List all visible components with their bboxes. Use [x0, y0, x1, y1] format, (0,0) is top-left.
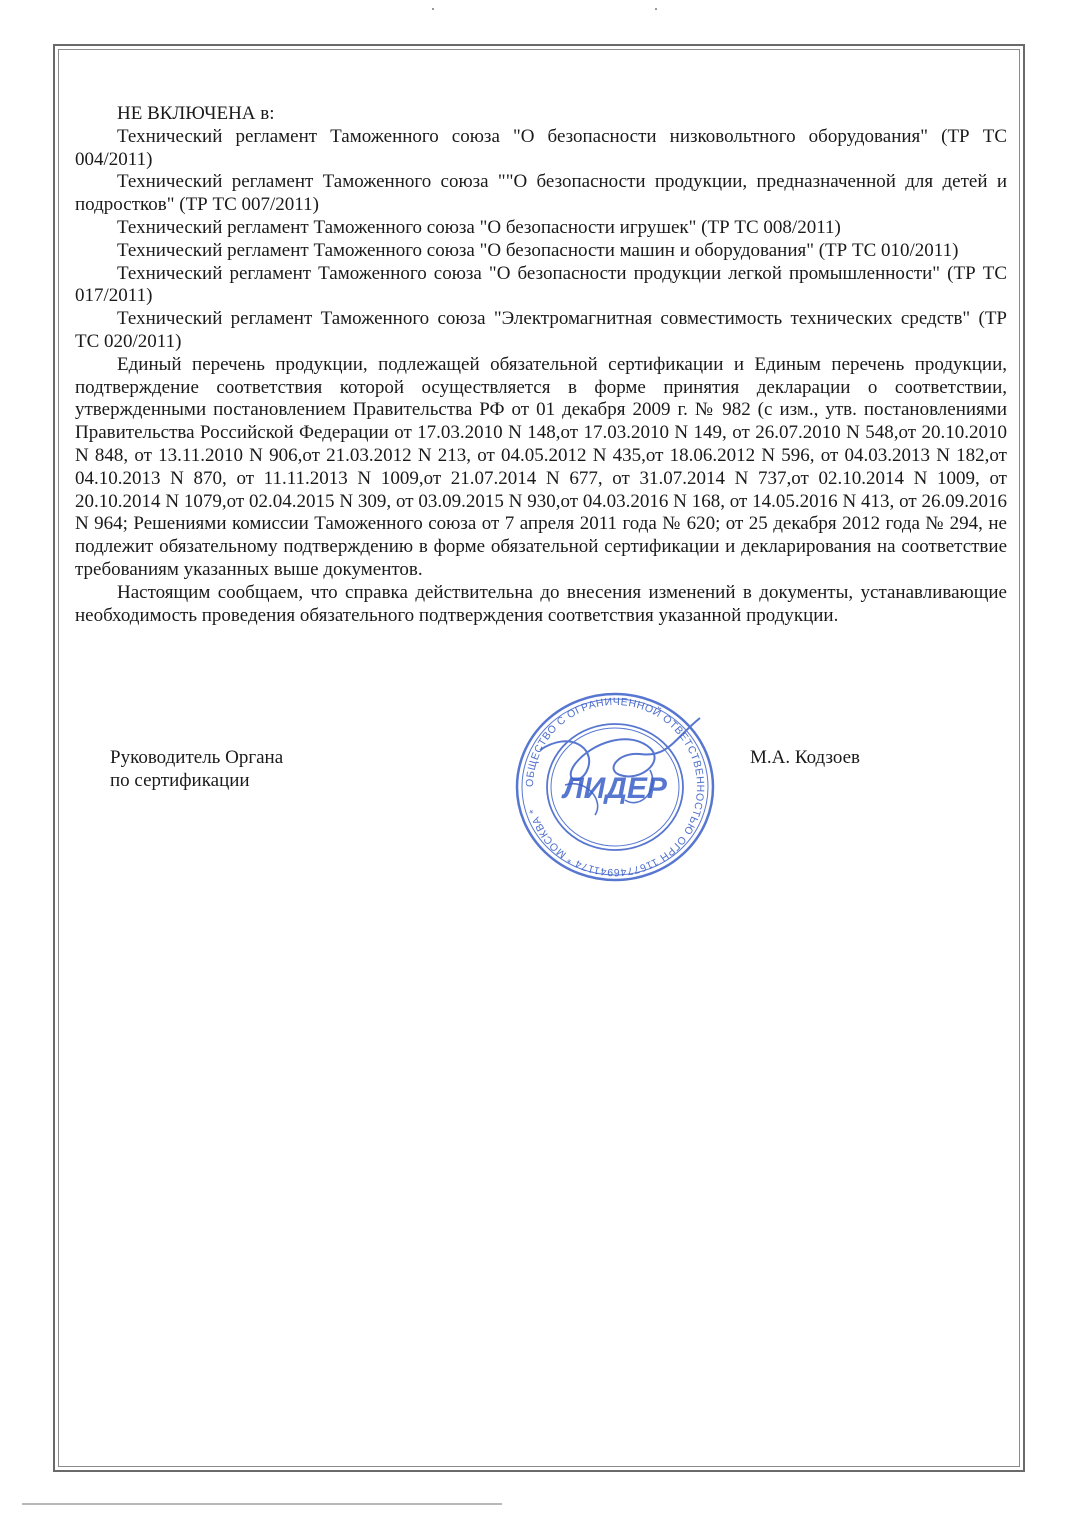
company-stamp-icon	[500, 690, 730, 885]
signatory-title-line1: Руководитель Органа	[110, 747, 284, 768]
paragraph-tr-ts-008: Технический регламент Таможенного союза "О безопасности игрушек" (ТР ТС 008/2011)	[117, 216, 841, 238]
signatory-title	[110, 746, 283, 792]
signatory-name: М.А. Кодзоев	[750, 747, 860, 768]
scan-artifact-dot	[655, 8, 657, 10]
scan-artifact-line	[22, 1503, 502, 1505]
stamp-ring-text: ОБЩЕСТВО С ОГРАНИЧЕННОЙ ОТВЕТСТВЕННОСТЬЮ ОГРН 1167746941174 * МОСКВА *	[523, 695, 707, 879]
signatory-title-line2: по сертификации	[110, 770, 250, 791]
paragraph-tr-ts-017: Технический регламент Таможенного союза "О безопасности продукции легкой промышленности" (ТР ТС 017/2011)	[75, 262, 1007, 307]
paragraph-not-included: НЕ ВКЛЮЧЕНА в:	[117, 103, 275, 124]
document-body	[75, 103, 1007, 627]
paragraph-unified-list: Единый перечень продукции, подлежащей обязательной сертификации и Единым перечень продукции, подтверждение соответствия которой осуществляется в форме принятия декларации о соответствии, утвержденными постановлением Правительства РФ от 01 декабря 2009 г. № 982 (с изм., утв. постановлениями Правительства Российской Федерации от 17.03.2010 N 148,от 17.03.2010 N 149, от 26.07.2010 N 548,от 20.10.2010 N 848, от 13.11.2010 N 906,от 21.03.2012 N 213, от 04.05.2012 N 435,от 18.06.2012 N 596, от 04.03.2013 N 182,от 04.10.2013 N 870, от 11.11.2013 N 1009,от 21.07.2014 N 677, от 31.07.2014 N 737,от 02.10.2014 N 1009, от 20.10.2014 N 1079,от 02.04.2015 N 309, от 03.09.2015 N 930,от 04.03.2016 N 168, от 14.05.2016 N 413, от 26.09.2016 N 964; Решениями комиссии Таможенного союза от 7 апреля 2011 года № 620; от 25 декабря 2012 года № 294, не подлежит обязательному подтверждению в форме обязательной сертификации и декларирования на соответствие требованиям указанных выше документов.	[75, 353, 1007, 580]
paragraph-tr-ts-020: Технический регламент Таможенного союза "Электромагнитная совместимость технических средств" (ТР ТС 020/2011)	[75, 308, 1007, 352]
paragraph-tr-ts-007: Технический регламент Таможенного союза ""О безопасности продукции, предназначенной для детей и подростков" (ТР ТС 007/2011)	[75, 171, 1007, 216]
scan-artifact-dot	[432, 8, 434, 10]
paragraph-tr-ts-004: Технический регламент Таможенного союза "О безопасности низковольтного оборудования" (ТР ТС 004/2011)	[75, 125, 1007, 170]
paragraph-validity-notice: Настоящим сообщаем, что справка действительна до внесения изменений в документы, устанавливающие необходимость проведения обязательного подтверждения соответствия указанной продукции.	[75, 581, 1007, 626]
paragraph-tr-ts-010: Технический регламент Таможенного союза "О безопасности машин и оборудования" (ТР ТС 010/2011)	[117, 239, 959, 261]
stamp-center-text: ЛИДЕР	[563, 772, 667, 805]
